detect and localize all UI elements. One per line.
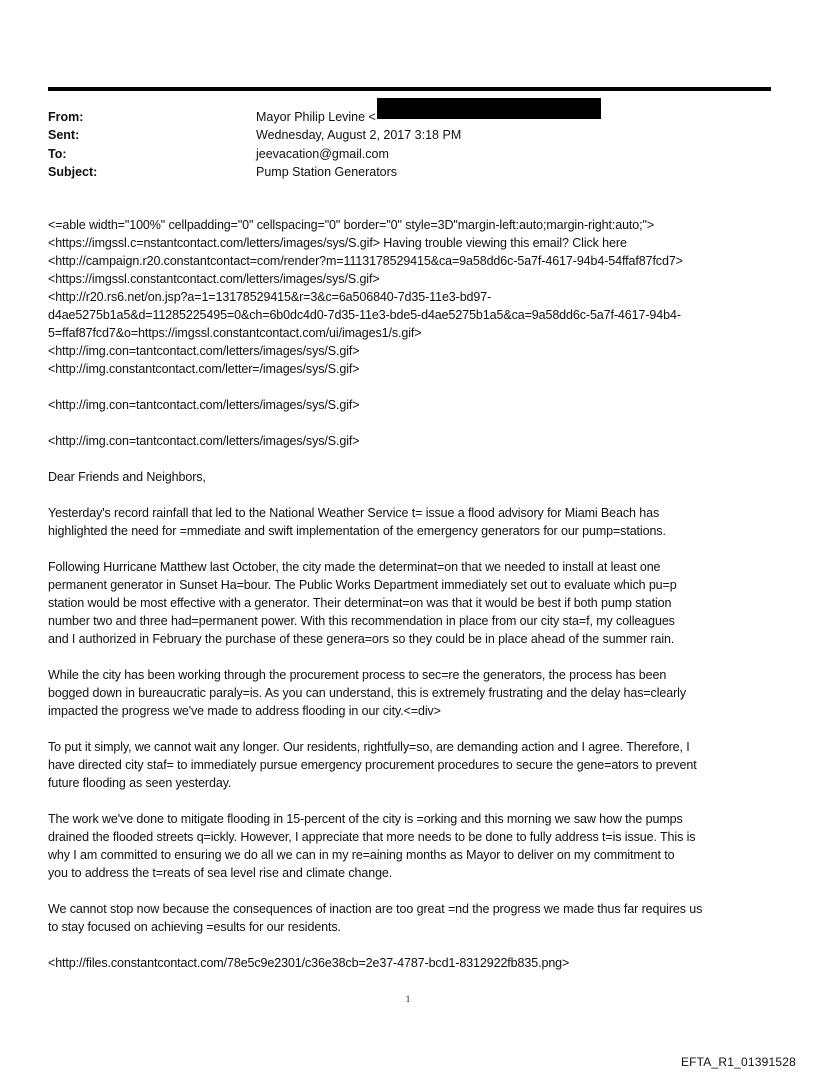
body-line: and I authorized in February the purchase of these genera=ors so they could be in place ahead of the summer rain.: [48, 632, 675, 646]
body-line: <https://imgssl.c=nstantcontact.com/letters/images/sys/S.gif> Having trouble viewing this email? Click here: [48, 236, 627, 250]
body-line: We cannot stop now because the consequences of inaction are too great =nd the progress we made thus far requires us: [48, 902, 703, 916]
header-rule: [48, 87, 771, 91]
body-line: you to address the t=reats of sea level rise and climate change.: [48, 866, 393, 880]
to-row: [48, 145, 768, 163]
body-line: The work we've done to mitigate flooding in 15-percent of the city is =orking and this morning we saw how the pumps: [48, 812, 683, 826]
body-line: <http://img.constantcontact.com/letter=/images/sys/S.gif>: [48, 362, 360, 376]
body-paragraph: [48, 396, 770, 414]
body-paragraph: [48, 468, 770, 486]
from-value: [256, 108, 601, 126]
body-line: <http://campaign.r20.constantcontact=com/render?m=1113178529415&ca=9a58dd6c-5a7f-4617-94b4-54ffaf87fcd7>: [48, 254, 683, 268]
body-line: Dear Friends and Neighbors,: [48, 470, 206, 484]
body-line: d4ae5275b1a5&d=11285225495=0&ch=6b0dc4d0-7d35-11e3-bde5-d4ae5275b1a5&ca=9a58dd6c-5a7f-4617-94b4-: [48, 308, 681, 322]
subject-value: Pump Station Generators: [256, 164, 398, 179]
body-line: station would be most effective with a generator. Their determinat=on was that it would be best if both pump station: [48, 596, 672, 610]
sent-row: [48, 126, 768, 144]
body-line: <http://img.con=tantcontact.com/letters/images/sys/S.gif>: [48, 344, 360, 358]
body-line: <http://files.constantcontact.com/78e5c9e2301/c36e38cb=2e37-4787-bcd1-8312922fb835.png>: [48, 956, 570, 970]
body-line: Following Hurricane Matthew last October, the city made the determinat=on that we needed to install at least one: [48, 560, 661, 574]
redaction-box: [377, 98, 601, 119]
from-label: From:: [48, 110, 84, 124]
body-line: To put it simply, we cannot wait any longer. Our residents, rightfully=so, are demanding action and I agree. Therefore, I: [48, 740, 690, 754]
body-paragraph: [48, 900, 770, 936]
document-id: EFTA_R1_01391528: [680, 1055, 796, 1069]
body-line: to stay focused on achieving =esults for our residents.: [48, 920, 341, 934]
from-row: [48, 108, 768, 126]
to-label: To:: [48, 146, 67, 161]
body-line: <http://img.con=tantcontact.com/letters/images/sys/S.gif>: [48, 398, 360, 412]
body-line: 5=ffaf87fcd7&o=https://imgssl.constantcontact.com/ui/images1/s.gif>: [48, 326, 422, 340]
body-line: highlighted the need for =mmediate and swift implementation of the emergency generators for our pump=stations.: [48, 524, 666, 538]
page-number: 1: [405, 994, 411, 1004]
body-paragraph: [48, 738, 770, 792]
from-sender: Mayor Philip Levine <: [256, 110, 376, 124]
subject-label: Subject:: [48, 164, 98, 179]
body-line: While the city has been working through the procurement process to sec=re the generators, the process has been: [48, 668, 667, 682]
body-line: <https://imgssl.constantcontact.com/letters/images/sys/S.gif>: [48, 272, 380, 286]
body-paragraph: [48, 666, 770, 720]
sent-label: Sent:: [48, 128, 80, 143]
body-paragraph: [48, 504, 770, 540]
body-line: <http://img.con=tantcontact.com/letters/images/sys/S.gif>: [48, 434, 360, 448]
subject-row: [48, 163, 768, 181]
body-line: impacted the progress we've made to address flooding in our city.<=div>: [48, 704, 441, 718]
email-body: [48, 216, 770, 990]
body-line: why I am committed to ensuring we do all we can in my re=aining months as Mayor to deliver on my commitment to: [48, 848, 675, 862]
body-paragraph: [48, 810, 770, 882]
body-paragraph: [48, 432, 770, 450]
body-line: drained the flooded streets q=ickly. However, I appreciate that more needs to be done to fully address t=is issue. This is: [48, 830, 696, 844]
body-line: have directed city staf= to immediately pursue emergency procurement procedures to secure the gene=ators to prevent: [48, 758, 697, 772]
to-value: jeevacation@gmail.com: [256, 146, 389, 161]
body-line: <=able width="100%" cellpadding="0" cellspacing="0" border="0" style=3D"margin-left:auto;margin-right:auto;">: [48, 218, 655, 232]
body-line: permanent generator in Sunset Ha=bour. The Public Works Department immediately set out to evaluate which pu=p: [48, 578, 677, 592]
email-header: [48, 108, 768, 181]
body-paragraph: [48, 558, 770, 648]
body-line: bogged down in bureaucratic paraly=is. As you can understand, this is extremely frustrating and the delay has=clearly: [48, 686, 686, 700]
body-line: <http://r20.rs6.net/on.jsp?a=1=13178529415&r=3&c=6a506840-7d35-11e3-bd97-: [48, 290, 492, 304]
body-paragraph: [48, 216, 770, 378]
body-line: future flooding as seen yesterday.: [48, 776, 232, 790]
body-line: number two and three had=permanent power. With this recommendation in place from our city sta=f, my colleagues: [48, 614, 675, 628]
body-paragraph: [48, 954, 770, 972]
sent-value: Wednesday, August 2, 2017 3:18 PM: [256, 128, 462, 143]
body-line: Yesterday's record rainfall that led to the National Weather Service t= issue a flood advisory for Miami Beach has: [48, 506, 660, 520]
